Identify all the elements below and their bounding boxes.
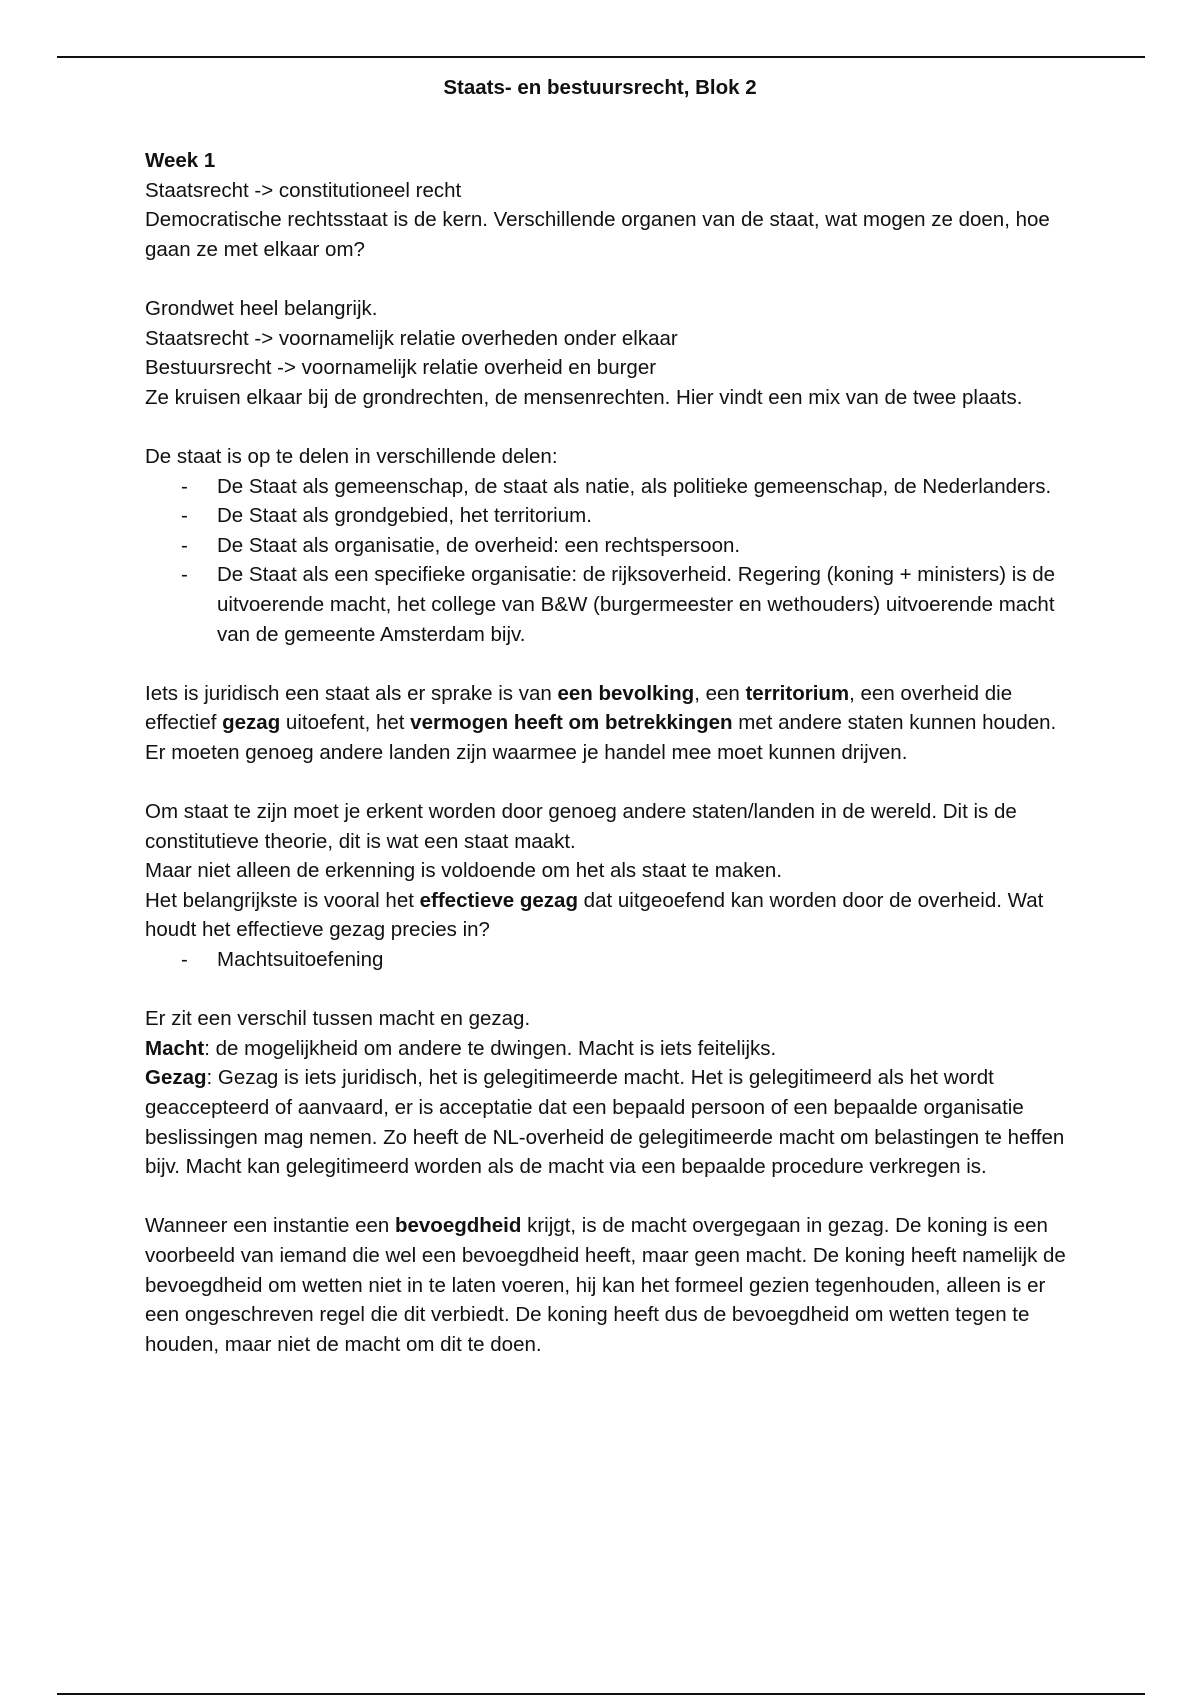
spacer	[145, 767, 1070, 797]
document-body	[145, 146, 1070, 1359]
paragraph: Grondwet heel belangrijk.	[145, 296, 378, 320]
paragraph: De staat is op te delen in verschillende delen:	[145, 444, 558, 468]
paragraph: Er zit een verschil tussen macht en gezag.	[145, 1007, 531, 1031]
spacer	[145, 412, 1070, 442]
paragraph: Om staat te zijn moet je erkent worden door genoeg andere staten/landen in de wereld. Dit is de constitutieve theorie, dit is wat een staat maakt.	[145, 800, 1017, 853]
bold-term: bevoegdheid	[394, 1214, 522, 1238]
spacer	[145, 975, 1070, 1005]
paragraph: Gezag: Gezag is iets juridisch, het is gelegitimeerde macht. Het is gelegitimeerd als het wordt geaccepteerd of aanvaard, er is acceptatie dat een bepaald persoon of een bepaalde organisatie beslissingen mag nemen. Zo heeft de NL-overheid de gelegitimeerde macht om belastingen te heffen bijv. Macht kan gelegitimeerd worden als de macht via een bepaalde procedure verkregen is.	[145, 1066, 1065, 1179]
spacer	[145, 1182, 1070, 1212]
paragraph: Het belangrijkste is vooral het effectieve gezag dat uitgeoefend kan worden door de overheid. Wat houdt het effectieve gezag precies in?	[145, 888, 1044, 942]
bold-term: gezag	[222, 711, 281, 735]
list-item: - De Staat als gemeenschap, de staat als natie, als politieke gemeenschap, de Nederlanders.	[217, 472, 1070, 502]
list-item: - De Staat als grondgebied, het territorium.	[217, 501, 1070, 531]
paragraph: Ze kruisen elkaar bij de grondrechten, de mensenrechten. Hier vindt een mix van de twee plaats.	[145, 385, 1023, 409]
week-heading: Week 1	[145, 149, 216, 172]
list-item: - De Staat als organisatie, de overheid: een rechtspersoon.	[217, 531, 1070, 561]
paragraph: Iets is juridisch een staat als er sprake is van een bevolking, een territorium, een overheid die effectief gezag uitoefent, het vermogen heeft om betrekkingen met andere staten kunnen houden. Er moeten genoeg andere landen zijn waarmee je handel mee moet kunnen drijven.	[145, 681, 1057, 764]
paragraph: Wanneer een instantie een bevoegdheid krijgt, is de macht overgegaan in gezag. De koning is een voorbeeld van iemand die wel een bevoegdheid heeft, maar geen macht. De koning heeft namelijk de bevoegdheid om wetten niet in te laten voeren, hij kan het formeel gezien tegenhouden, alleen is er een ongeschreven regel die dit verbiedt. De koning heeft dus de bevoegdheid om wetten tegen te houden, maar niet de macht om dit te doen.	[145, 1214, 1066, 1356]
paragraph: Staatsrecht -> constitutioneel recht	[145, 178, 462, 202]
spacer	[145, 264, 1070, 294]
bold-term: effectieve gezag	[419, 888, 578, 912]
list-item: - Machtsuitoefening	[217, 945, 1070, 975]
paragraph: Bestuursrecht -> voornamelijk relatie overheid en burger	[145, 356, 657, 380]
dash-list	[145, 472, 1070, 650]
top-rule	[57, 56, 1145, 58]
bold-term: Gezag	[145, 1066, 207, 1090]
paragraph: Macht: de mogelijkheid om andere te dwingen. Macht is iets feitelijks.	[145, 1036, 777, 1060]
paragraph: Staatsrecht -> voornamelijk relatie overheden onder elkaar	[145, 326, 678, 350]
paragraph: Democratische rechtsstaat is de kern. Verschillende organen van de staat, wat mogen ze doen, hoe gaan ze met elkaar om?	[145, 208, 1050, 261]
bold-term: territorium	[745, 681, 850, 705]
bold-term: vermogen heeft om betrekkingen	[410, 711, 733, 735]
bold-term: Macht	[145, 1036, 205, 1060]
list-item: - De Staat als een specifieke organisatie: de rijksoverheid. Regering (koning + ministers) is de uitvoerende macht, het college van B&W (burgermeester en wethouders) uitvoerende macht van de gemeente Amsterdam bijv.	[217, 560, 1070, 649]
spacer	[145, 649, 1070, 679]
document-title: Staats- en bestuursrecht, Blok 2	[443, 76, 757, 99]
bold-term: een bevolking	[557, 681, 695, 705]
dash-list	[145, 945, 1070, 975]
bottom-rule	[57, 1693, 1145, 1695]
paragraph: Maar niet alleen de erkenning is voldoende om het als staat te maken.	[145, 859, 783, 883]
